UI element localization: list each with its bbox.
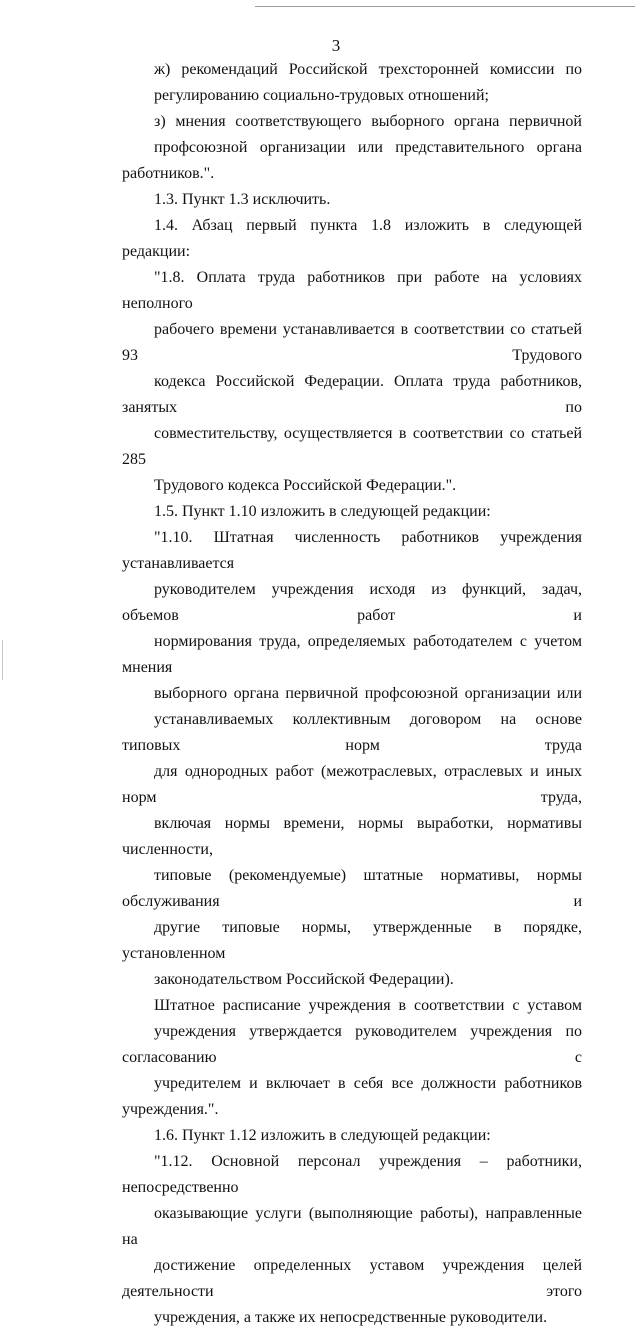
text-line: 1.5. Пункт 1.10 изложить в следующей редакции:	[154, 503, 491, 520]
text-line: устанавливаемых коллективным договором на основе типовых норм труда	[122, 711, 582, 754]
text-line: выборного органа первичной профсоюзной организации или	[154, 685, 582, 702]
paragraph	[122, 109, 582, 187]
text-line: Трудового кодекса Российской Федерации.".	[154, 477, 457, 494]
text-line: достижение определенных уставом учреждения целей деятельности этого	[122, 1257, 582, 1300]
text-line: профсоюзной организации или представительного органа работников.".	[122, 139, 582, 182]
paragraph	[122, 1123, 582, 1149]
scan-left-edge	[2, 640, 3, 680]
text-line: включая нормы времени, нормы выработки, нормативы численности,	[122, 815, 582, 858]
paragraph	[122, 1149, 582, 1331]
scan-top-rule	[255, 6, 635, 7]
text-line: для однородных работ (межотраслевых, отраслевых и иных норм труда,	[122, 763, 582, 806]
text-line: законодательством Российской Федерации).	[154, 971, 454, 988]
paragraph	[122, 187, 582, 213]
text-line: руководителем учреждения исходя из функций, задач, объемов работ и	[122, 581, 582, 624]
paragraph	[122, 57, 582, 109]
paragraph	[122, 213, 582, 265]
text-line: рабочего времени устанавливается в соответствии со статьей 93 Трудового	[122, 321, 582, 364]
text-line: 1.3. Пункт 1.3 исключить.	[154, 191, 331, 208]
text-line: регулированию социально-трудовых отношений;	[154, 87, 489, 104]
text-line: оказывающие услуги (выполняющие работы), направленные на	[122, 1205, 582, 1248]
text-line: "1.8. Оплата труда работников при работе на условиях неполного	[122, 269, 582, 312]
text-line: 1.6. Пункт 1.12 изложить в следующей редакции:	[154, 1127, 491, 1144]
paragraph	[122, 265, 582, 499]
text-line: "1.12. Основной персонал учреждения – работники, непосредственно	[122, 1153, 582, 1196]
text-line: ж) рекомендаций Российской трехсторонней комиссии по	[154, 61, 582, 78]
text-line: 1.4. Абзац первый пункта 1.8 изложить в следующей редакции:	[122, 217, 582, 260]
document-body	[122, 57, 582, 1331]
page-number: 3	[331, 36, 341, 55]
text-line: нормирования труда, определяемых работодателем с учетом мнения	[122, 633, 582, 676]
paragraph	[122, 993, 582, 1123]
text-line: другие типовые нормы, утвержденные в порядке, установленном	[122, 919, 582, 962]
paragraph	[122, 525, 582, 993]
text-line: кодекса Российской Федерации. Оплата труда работников, занятых по	[122, 373, 582, 416]
text-line: совместительству, осуществляется в соответствии со статьей 285	[122, 425, 582, 468]
text-line: з) мнения соответствующего выборного органа первичной	[154, 113, 582, 130]
text-line: учреждения утверждается руководителем учреждения по согласованию с	[122, 1023, 582, 1066]
text-line: "1.10. Штатная численность работников учреждения устанавливается	[122, 529, 582, 572]
text-line: Штатное расписание учреждения в соответствии с уставом	[154, 997, 582, 1014]
text-line: учреждения, а также их непосредственные руководители.	[154, 1309, 548, 1326]
paragraph	[122, 499, 582, 525]
text-line: типовые (рекомендуемые) штатные нормативы, нормы обслуживания и	[122, 867, 582, 910]
text-line: учредителем и включает в себя все должности работников учреждения.".	[122, 1075, 582, 1118]
